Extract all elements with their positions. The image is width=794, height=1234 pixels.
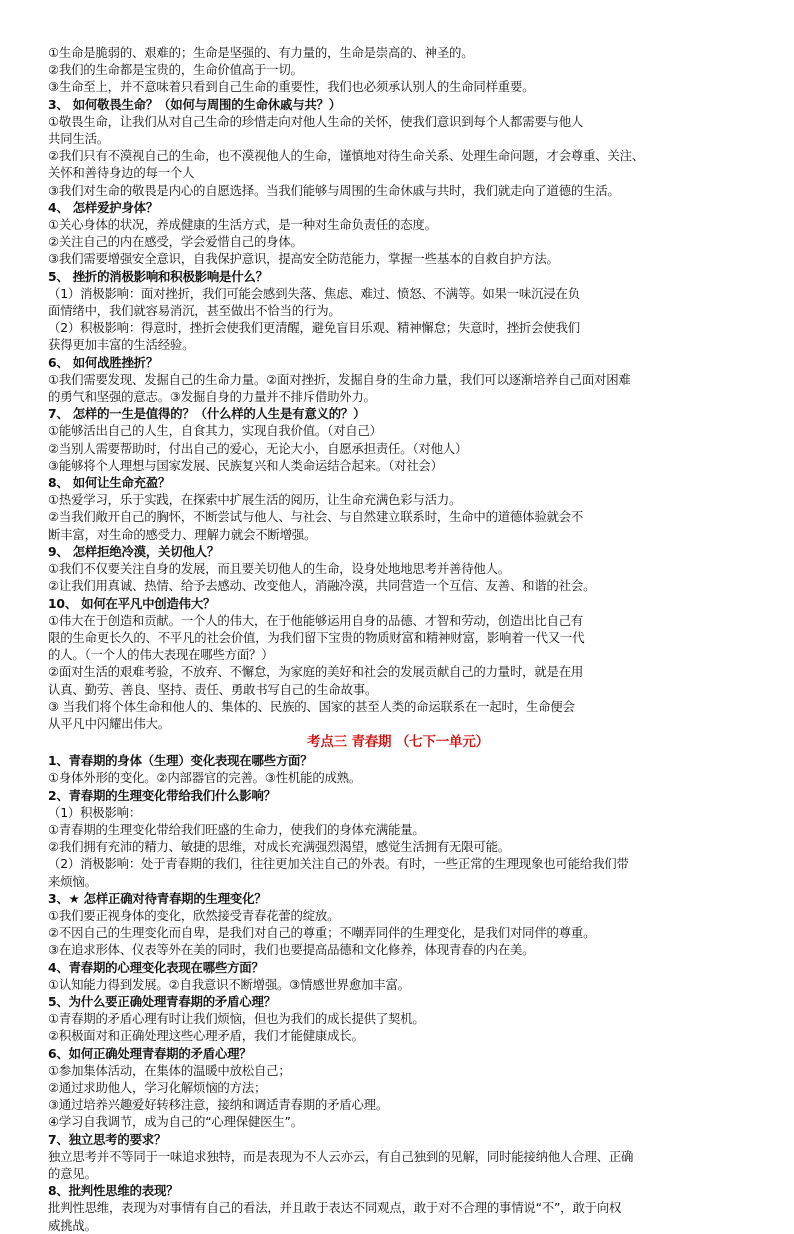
- text-line: ①身体外形的变化。②内部器官的完善。③性机能的成熟。: [48, 770, 362, 786]
- text-line: ②我们的生命都是宝贵的，生命价值高于一切。: [48, 62, 303, 78]
- question-heading: 7、 怎样的一生是值得的？（什么样的人生是有意义的？）: [48, 406, 366, 422]
- question-heading: 3、 如何敬畏生命？（如何与周围的生命休戚与共？）: [48, 96, 341, 112]
- document-body: [48, 44, 748, 1234]
- question-heading: 5、 挫折的消极影响和积极影响是什么？: [48, 268, 268, 284]
- text-line: ①伟大在于创造和贡献。一个人的伟大，在于他能够运用自身的品德、才智和劳动，创造出比自己有: [48, 612, 584, 628]
- text-line: ②通过求助他人，学习化解烦恼的方法；: [48, 1079, 267, 1095]
- text-line: ①我们需要发现、发掘自己的生命力量。②面对挫折，发掘自身的生命力量，我们可以逐渐培养自己面对困难: [48, 371, 631, 387]
- question-heading: 5、为什么要正确处理青春期的矛盾心理？: [48, 993, 276, 1009]
- section-title: 考点三 青春期 （七下一单元）: [307, 734, 489, 751]
- text-line: ④学习自我调节，成为自己的“心理保健医生”。: [48, 1114, 303, 1130]
- text-line: ①我们不仅要关注自身的发展，而且要关切他人的生命，设身处地地思考并善待他人。: [48, 561, 510, 577]
- text-line: ②关注自己的内在感受，学会爱惜自己的身体。: [48, 234, 303, 250]
- text-line: 的意见。: [48, 1166, 97, 1181]
- text-line: 认真、勤劳、善良、坚持、责任、勇敢书写自己的生命故事。: [48, 681, 378, 697]
- text-line: ①参加集体活动，在集体的温暖中放松自己；: [48, 1062, 291, 1078]
- text-line: ②面对生活的艰难考验，不放弃、不懈怠，为家庭的美好和社会的发展贡献自己的力量时，就是在用: [48, 664, 584, 680]
- text-line: 批判性思维，表现为对事情有自己的看法，并且敢于表达不同观点，敢于对不合理的事情说“不”，敢于向权: [48, 1200, 622, 1216]
- text-line: 来烦恼。: [48, 873, 97, 889]
- text-line: ③我们需要增强安全意识，自我保护意识，提高安全防范能力，掌握一些基本的自救自护方法。: [48, 251, 559, 267]
- question-heading: 4、青春期的心理变化表现在哪些方面？: [48, 959, 264, 975]
- question-heading: 8、 如何让生命充盈？: [48, 475, 171, 491]
- question-heading: 2、青春期的生理变化带给我们什么影响？: [48, 787, 276, 803]
- text-line: ①青春期的矛盾心理有时让我们烦恼，但也为我们的成长提供了契机。: [48, 1011, 425, 1027]
- question-heading: 10、 如何在平凡中创造伟大？: [48, 595, 216, 611]
- text-line: ①认知能力得到发展。②自我意识不断增强。③情感世界愈加丰富。: [48, 976, 410, 992]
- question-heading: 4、 怎样爱护身体？: [48, 199, 159, 215]
- question-heading: 1、青春期的身体（生理）变化表现在哪些方面？: [48, 753, 313, 769]
- text-line: ②我们只有不漠视自己的生命，也不漠视他人的生命，谨慎地对待生命关系、处理生命问题，才会尊重、关注、: [48, 148, 645, 164]
- text-line: ②当别人需要帮助时，付出自己的爱心，无论大小，自愿承担责任。（对他人）: [48, 440, 468, 456]
- text-line: ②让我们用真诚、热情、给予去感动、改变他人，消融冷漠，共同营造一个互信、友善、和谐的社会。: [48, 578, 596, 594]
- text-line: ①热爱学习，乐于实践，在探索中扩展生活的阅历，让生命充满色彩与活力。: [48, 492, 462, 508]
- text-line: ③通过培养兴趣爱好转移注意，接纳和调适青春期的矛盾心理。: [48, 1097, 389, 1113]
- question-heading: 9、 怎样拒绝冷漠，关切他人？: [48, 543, 220, 559]
- text-line: 从平凡中闪耀出伟大。: [48, 715, 170, 731]
- text-line: （2）消极影响：处于青春期的我们，往往更加关注自己的外表。有时，一些正常的生理现象也可能给我们带: [48, 856, 629, 872]
- text-line: 威挑战。: [48, 1217, 97, 1233]
- question-heading: 8、批判性思维的表现？: [48, 1183, 179, 1199]
- text-line: ①关心身体的状况，养成健康的生活方式，是一种对生命负责任的态度。: [48, 217, 437, 233]
- text-line: ③在追求形体、仪表等外在美的同时，我们也要提高品德和文化修养，体现青春的内在美。: [48, 942, 535, 958]
- text-line: ①青春期的生理变化带给我们旺盛的生命力，使我们的身体充满能量。: [48, 821, 425, 837]
- text-line: 获得更加丰富的生活经验。: [48, 337, 195, 353]
- text-line: ①敬畏生命，让我们从对自己生命的珍惜走向对他人生命的关怀，使我们意识到每个人都需要与他人: [48, 113, 584, 129]
- text-line: ①生命是脆弱的、艰难的；生命是坚强的、有力量的，生命是崇高的、神圣的。: [48, 45, 474, 60]
- question-heading: 6、如何正确处理青春期的矛盾心理？: [48, 1045, 252, 1061]
- text-line: （2）积极影响：得意时，挫折会使我们更清醒，避免盲目乐观、精神懈怠；失意时，挫折会使我们: [48, 320, 580, 336]
- text-line: 独立思考并不等同于一味追求独特，而是表现为不人云亦云，有自己独到的见解，同时能接纳他人合理、正确: [48, 1148, 634, 1164]
- text-line: （1）积极影响：: [48, 804, 142, 820]
- text-line: 共同生活。: [48, 131, 109, 147]
- text-line: ②不因自己的生理变化而自卑，是我们对自己的尊重；不嘲弄同伴的生理变化，是我们对同伴的尊重。: [48, 925, 596, 941]
- text-line: 关怀和善待身边的每一个人: [48, 165, 195, 181]
- text-line: ①能够活出自己的人生，自食其力，实现自我价值。（对自己）: [48, 423, 382, 439]
- text-line: ②积极面对和正确处理这些心理矛盾，我们才能健康成长。: [48, 1028, 364, 1044]
- text-line: 面情绪中，我们就容易消沉，甚至做出不恰当的行为。: [48, 303, 341, 319]
- text-line: ③生命至上，并不意味着只看到自己生命的重要性，我们也必须承认别人的生命同样重要。: [48, 79, 535, 95]
- text-line: 限的生命更长久的、不平凡的社会价值，为我们留下宝贵的物质财富和精神财富，影响着一代又一代: [48, 629, 585, 645]
- text-line: 的勇气和坚强的意志。③发掘自身的力量并不排斥借助外力。: [48, 389, 376, 405]
- text-line: ②我们拥有充沛的精力、敏捷的思维，对成长充满强烈渴望，感觉生活拥有无限可能。: [48, 839, 510, 855]
- text-line: （1）消极影响：面对挫折，我们可能会感到失落、焦虑、难过、愤怒、不满等。如果一味沉浸在负: [48, 285, 580, 301]
- text-line: ③我们对生命的敬畏是内心的自愿选择。当我们能够与周围的生命休戚与共时，我们就走向了道德的生活。: [48, 182, 620, 198]
- text-line: ①我们要正视身体的变化，欣然接受青春花蕾的绽放。: [48, 907, 340, 923]
- text-line: ③能够将个人理想与国家发展、民族复兴和人类命运结合起来。（对社会）: [48, 457, 443, 473]
- question-heading: 7、独立思考的要求？: [48, 1131, 167, 1147]
- text-line: 的人。（一个人的伟大表现在哪些方面？）: [48, 647, 274, 663]
- question-heading: 3、★ 怎样正确对待青春期的生理变化？: [48, 890, 267, 906]
- question-heading: 6、 如何战胜挫折？: [48, 354, 159, 370]
- text-line: ③ 当我们将个体生命和他人的、集体的、民族的、国家的甚至人类的命运联系在一起时，生命便会: [48, 698, 575, 714]
- text-line: ②当我们敞开自己的胸怀，不断尝试与他人、与社会、与自然建立联系时，生命中的道德体验就会不: [48, 509, 584, 525]
- text-line: 断丰富，对生命的感受力、理解力就会不断增强。: [48, 526, 317, 542]
